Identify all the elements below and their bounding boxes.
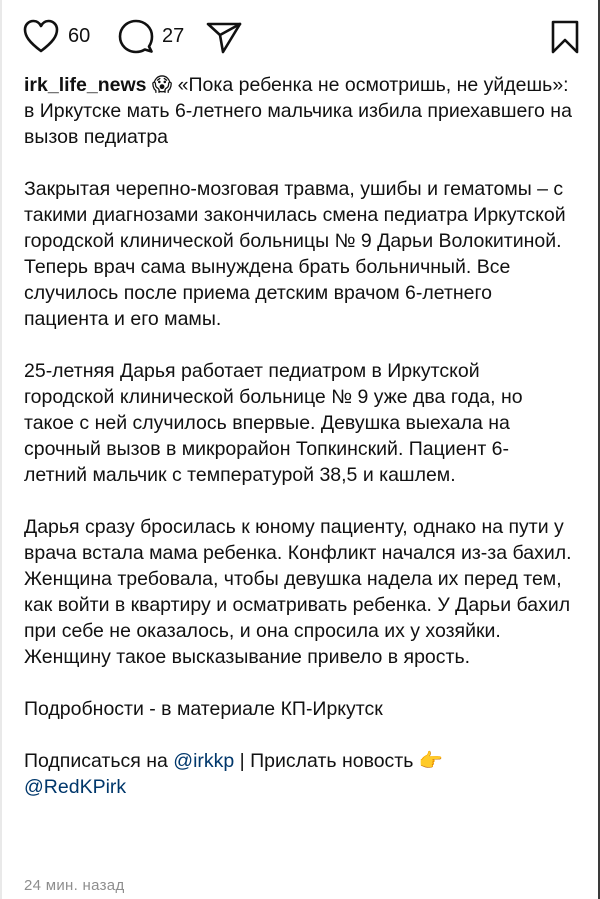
- action-bar: [22, 18, 578, 58]
- scream-emoji: 😱: [151, 74, 173, 96]
- like-count: 60: [68, 24, 91, 47]
- subscribe-mention-link[interactable]: @irkkp: [173, 750, 235, 772]
- comment-button[interactable]: [118, 18, 184, 54]
- caption-paragraph-4: Подробности - в материале КП-Иркутск: [24, 698, 383, 720]
- heart-icon: [22, 18, 60, 54]
- screen-edge-left: [0, 0, 2, 899]
- post-timestamp: 24 мин. назад: [24, 877, 125, 894]
- caption-paragraph-3: Дарья сразу бросилась к юному пациенту, однако на пути у врача встала мама ребенка. Конфликт начался из-за бахил. Женщина требовала, чтобы девушка надела их перед тем, как войти в квартиру и осматривать ребенка. У Дарьи бахил при себе не оказалось, и она спросила их у хозяйки. Женщину такое высказывание привело в ярость.: [24, 516, 572, 668]
- save-button[interactable]: [550, 20, 580, 59]
- caption-headline: [24, 72, 572, 150]
- bookmark-icon: [550, 20, 580, 54]
- headline-text: «Пока ребенка не осмотришь, не уйдешь»: в Иркутске мать 6-летнего мальчика избила приехавшего на вызов педиатра: [24, 74, 572, 148]
- send-icon: [206, 22, 242, 54]
- post-caption: [24, 72, 572, 826]
- separator-text: | Прислать новость: [234, 750, 419, 772]
- post-username[interactable]: irk_life_news: [24, 74, 147, 96]
- caption-paragraph-2: 25-летняя Дарья работает педиатром в Иркутской городской клинической больнице № 9 уже два года, но такое с ней случилось впервые. Девушка выехала на срочный вызов в микрорайон Топкинский. Пациент 6-летний мальчик с температурой 38,5 и кашлем.: [24, 360, 523, 486]
- share-button[interactable]: [206, 22, 242, 54]
- subscribe-text: Подписаться на: [24, 750, 174, 772]
- like-button[interactable]: [22, 18, 90, 54]
- caption-footer: [24, 748, 572, 800]
- submit-mention-link[interactable]: @RedKPirk: [24, 776, 127, 798]
- comment-icon: [118, 18, 154, 54]
- pointing-hand-icon: 👉: [418, 750, 444, 772]
- caption-paragraph-1: Закрытая черепно-мозговая травма, ушибы и гематомы – с такими диагнозами закончилась смена педиатра Иркутской городской клинической больницы № 9 Дарьи Волокитиной. Теперь врач сама вынуждена брать больничный. Все случилось после приема детским врачом 6-летнего пациента и его мамы.: [24, 178, 566, 330]
- comment-count: 27: [162, 24, 185, 47]
